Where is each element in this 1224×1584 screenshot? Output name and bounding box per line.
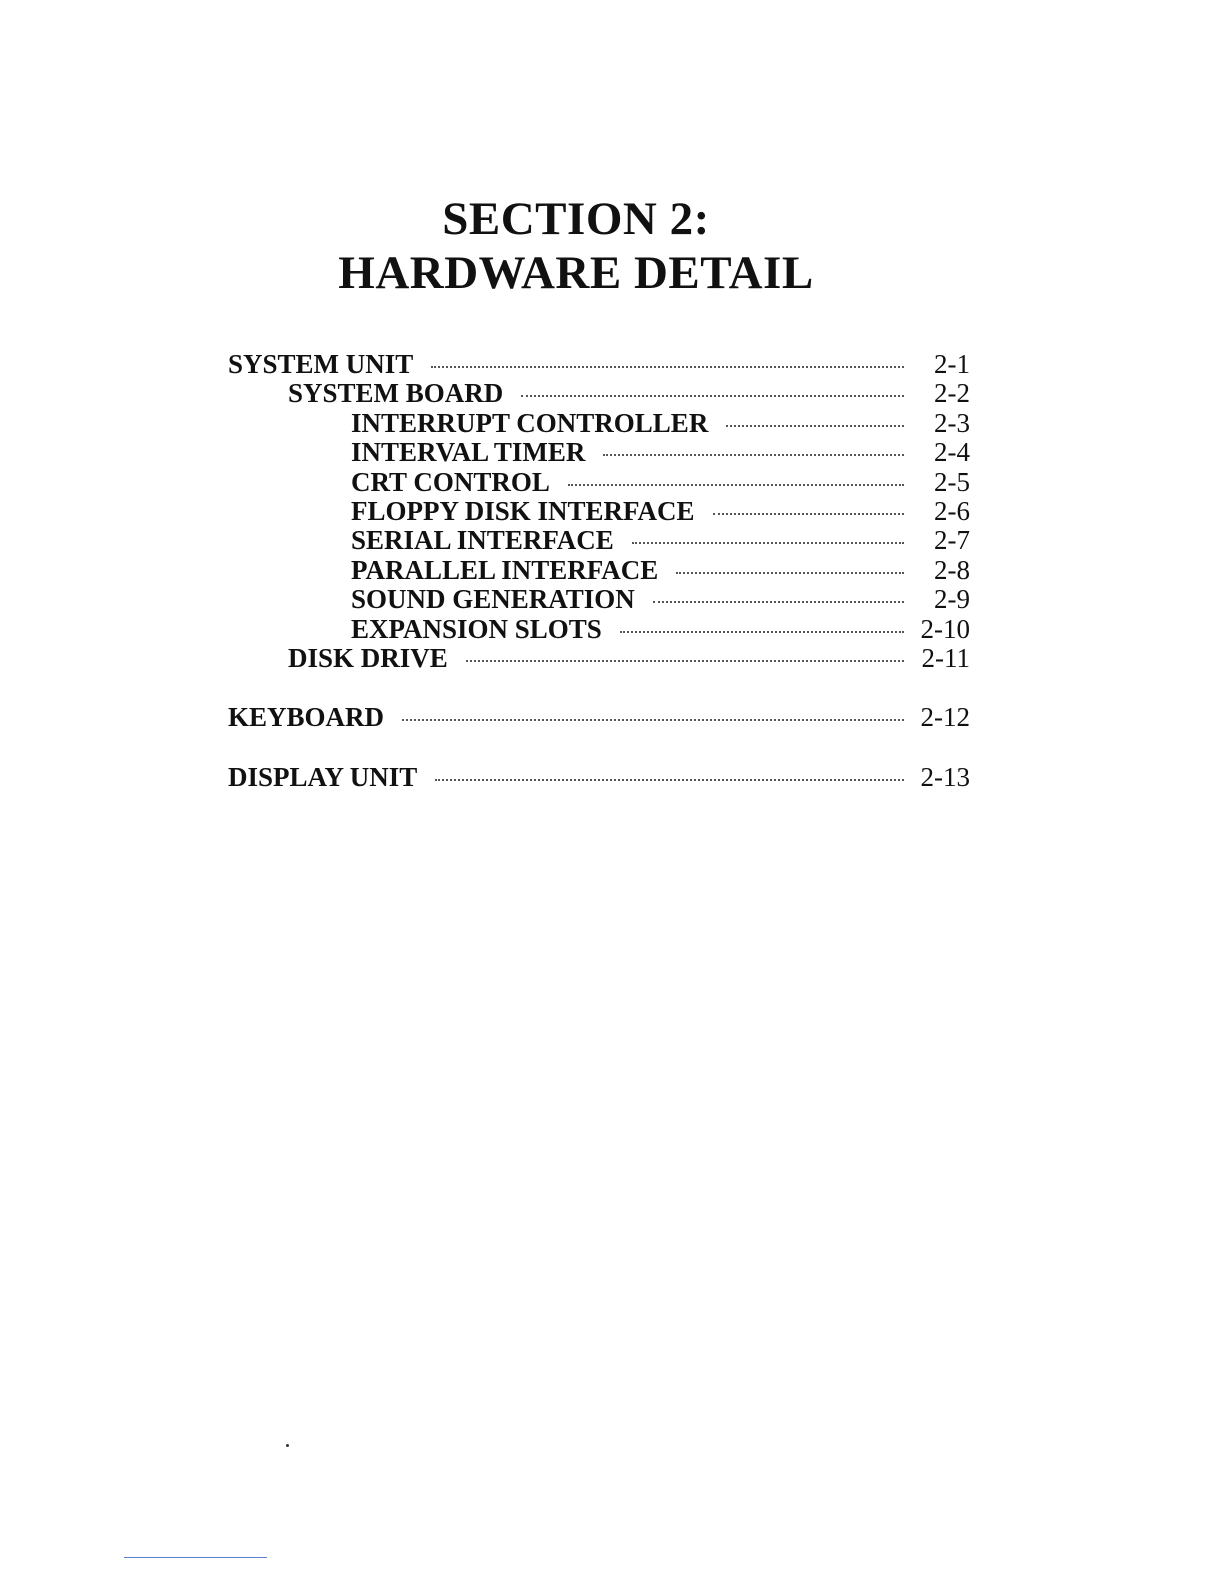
toc-entry-label: SYSTEM BOARD: [288, 378, 504, 409]
toc-entry-label: SOUND GENERATION: [351, 584, 635, 615]
dot-leader: [603, 454, 904, 456]
toc-entry-page: 2-3: [934, 407, 970, 438]
toc-entry-label: KEYBOARD: [228, 702, 385, 733]
toc-entry-page: 2-6: [934, 495, 970, 526]
toc-entry-label: CRT CONTROL: [351, 466, 550, 497]
dot-leader: [713, 513, 904, 515]
toc-entry-sound-generation: [228, 585, 970, 614]
section-title-line-2: HARDWARE DETAIL: [338, 247, 814, 299]
toc-entry-interrupt-controller: [228, 409, 970, 438]
toc-entry-label: PARALLEL INTERFACE: [351, 554, 659, 585]
dot-leader: [402, 719, 904, 721]
toc-entry-serial-interface: [228, 526, 970, 555]
dot-leader: [431, 366, 904, 368]
toc-entry-page: 2-7: [934, 525, 970, 556]
toc-entry-page: 2-1: [934, 349, 970, 379]
section-title: [0, 192, 1152, 300]
dot-leader: [620, 631, 904, 633]
dot-leader: [632, 542, 904, 544]
dot-leader: [726, 425, 904, 427]
toc-entry-page: 2-11: [921, 642, 970, 673]
toc-entry-page: 2-4: [934, 437, 970, 468]
toc-entry-page: 2-13: [920, 761, 970, 792]
toc-entry-label: DISPLAY UNIT: [228, 761, 418, 792]
footer-rule: [124, 1557, 267, 1558]
toc-entry-display-unit: [228, 763, 970, 792]
dot-leader: [466, 660, 904, 662]
dot-leader: [568, 484, 904, 486]
dot-leader: [653, 601, 904, 603]
toc-entry-label: EXPANSION SLOTS: [351, 613, 602, 644]
dot-leader: [521, 395, 904, 397]
section-title-line-1: SECTION 2:: [442, 193, 710, 245]
toc-entry-system-unit: [228, 350, 970, 379]
table-of-contents: [228, 350, 970, 792]
paper-speck: [286, 1444, 289, 1447]
toc-entry-page: 2-5: [934, 466, 970, 497]
toc-entry-page: 2-2: [934, 378, 970, 409]
toc-entry-disk-drive: [228, 644, 970, 673]
toc-entry-label: FLOPPY DISK INTERFACE: [351, 495, 695, 526]
toc-entry-label: INTERRUPT CONTROLLER: [351, 407, 709, 438]
toc-entry-interval-timer: [228, 438, 970, 467]
toc-entry-parallel-interface: [228, 556, 970, 585]
toc-entry-page: 2-9: [934, 584, 970, 615]
toc-entry-label: DISK DRIVE: [288, 642, 448, 673]
toc-entry-page: 2-10: [920, 613, 970, 644]
dot-leader: [676, 572, 904, 574]
toc-entry-label: SYSTEM UNIT: [228, 349, 414, 379]
toc-entry-crt-control: [228, 468, 970, 497]
dot-leader: [435, 779, 904, 781]
toc-entry-expansion-slots: [228, 615, 970, 644]
toc-entry-page: 2-8: [934, 554, 970, 585]
toc-entry-system-board: [228, 379, 970, 408]
toc-entry-label: INTERVAL TIMER: [351, 437, 586, 468]
toc-entry-page: 2-12: [920, 702, 970, 733]
toc-entry-keyboard: [228, 703, 970, 732]
toc-entry-floppy-disk-interface: [228, 497, 970, 526]
toc-entry-label: SERIAL INTERFACE: [351, 525, 614, 556]
